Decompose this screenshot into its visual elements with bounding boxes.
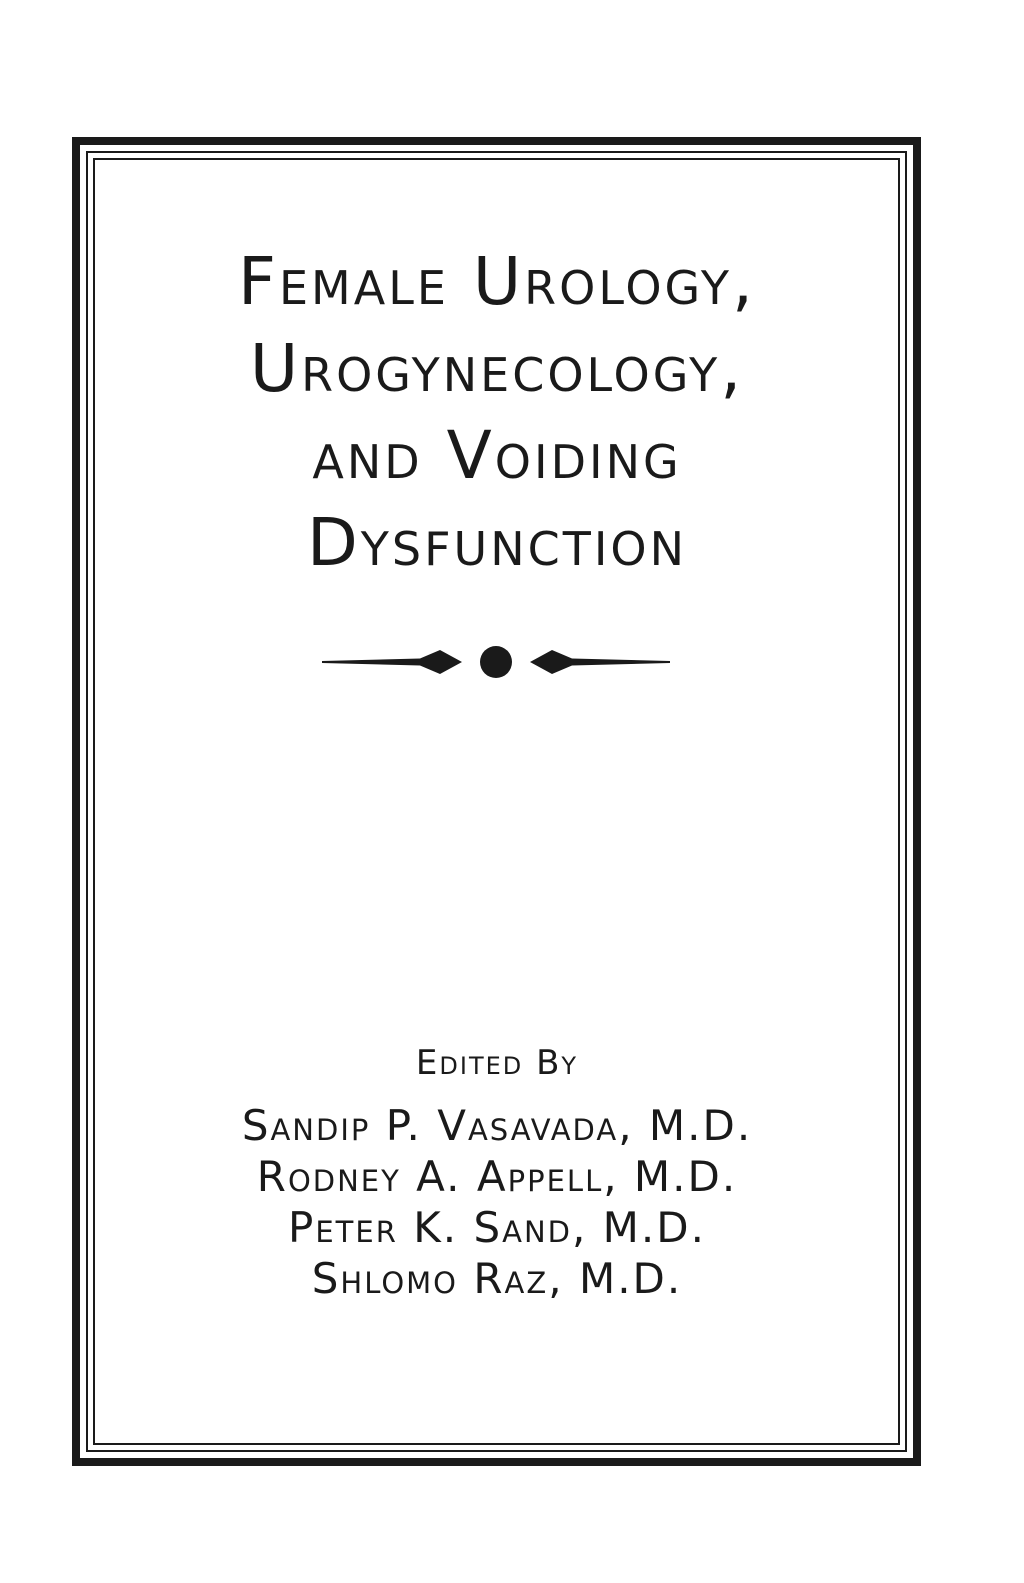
title-line-4: Dysfunction xyxy=(306,504,688,581)
editor-name: Rodney A. Appell, M.D. xyxy=(256,1152,738,1201)
editor-name: Sandip P. Vasavada, M.D. xyxy=(241,1101,753,1150)
title-line-3: and Voiding xyxy=(312,417,682,494)
editor-name: Shlomo Raz, M.D. xyxy=(311,1254,683,1303)
dot-flourish-ornament-icon xyxy=(320,640,672,684)
editor-name: Peter K. Sand, M.D. xyxy=(288,1203,706,1252)
edited-by-label: Edited By xyxy=(415,1043,579,1083)
title-line-2: Urogynecology, xyxy=(249,330,745,407)
title-line-1: Female Urology, xyxy=(238,243,756,320)
editors-block xyxy=(96,1040,898,1304)
book-title xyxy=(96,238,898,586)
